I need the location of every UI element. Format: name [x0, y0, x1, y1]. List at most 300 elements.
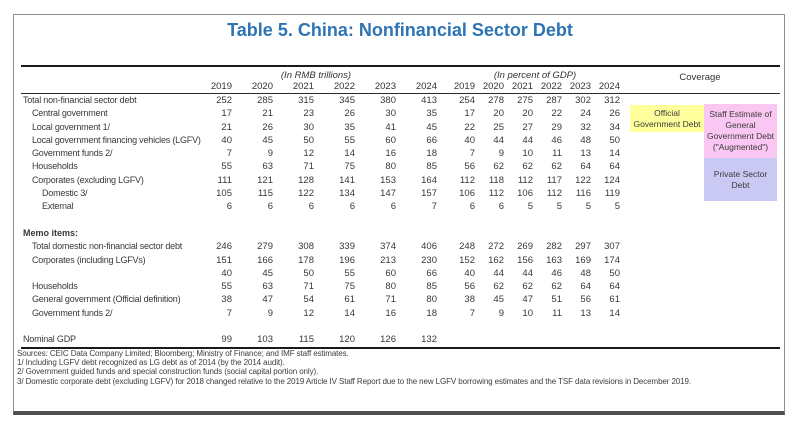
rmb-value: 132: [421, 334, 437, 346]
gdp-value: 44: [522, 267, 533, 279]
rmb-value: 75: [344, 281, 355, 293]
gdp-value: 163: [546, 254, 562, 266]
rmb-value: 164: [421, 174, 437, 186]
rmb-value: 406: [421, 241, 437, 253]
rmb-value: 71: [303, 281, 314, 293]
gdp-value: 61: [609, 294, 620, 306]
gdp-value: [506, 333, 535, 346]
gdp-value: [564, 320, 593, 333]
gdp-value: 106: [459, 188, 475, 200]
row-label: Corporates (including LGFVs): [32, 254, 146, 265]
row-label: Local government financing vehicles (LGFV): [32, 134, 201, 145]
gdp-value: 116: [575, 188, 591, 200]
gdp-value: 22: [464, 121, 475, 133]
gdp-value: 13: [580, 148, 591, 160]
gdp-value: 64: [580, 161, 591, 173]
rmb-value: 50: [303, 134, 314, 146]
column-gap: [439, 94, 448, 107]
column-gap: [439, 254, 448, 267]
rmb-value: [357, 320, 398, 333]
column-gap: [439, 214, 448, 227]
rmb-value: 26: [344, 108, 355, 120]
rmb-value: 103: [257, 334, 273, 346]
rmb-value: 7: [226, 148, 232, 160]
gdp-value: [593, 333, 622, 346]
gdp-value: 62: [493, 281, 504, 293]
rmb-value: 75: [344, 161, 355, 173]
rmb-value: 230: [421, 254, 437, 266]
rmb-value: 252: [216, 95, 232, 106]
rmb-value: 45: [262, 267, 273, 279]
gdp-value: 48: [580, 134, 591, 146]
rmb-value: 30: [303, 121, 314, 133]
gdp-value: [564, 214, 593, 227]
table-row: [21, 307, 780, 320]
column-gap: [439, 267, 448, 280]
rmb-value: 105: [216, 188, 232, 200]
row-label: Households: [32, 281, 78, 292]
gdp-year-header: 2024: [598, 81, 620, 92]
gdp-value: 174: [604, 254, 620, 266]
gdp-value: 269: [517, 241, 533, 253]
gdp-value: 26: [609, 108, 620, 120]
gdp-value: 11: [552, 148, 562, 160]
rmb-value: 308: [298, 241, 314, 253]
footnotes: [17, 349, 780, 386]
rmb-value: 120: [339, 334, 355, 346]
gdp-value: 124: [604, 174, 620, 186]
gdp-value: 287: [546, 95, 562, 106]
column-gap: [439, 81, 448, 93]
gdp-value: [506, 227, 535, 240]
rmb-value: 50: [303, 267, 314, 279]
gdp-value: 62: [551, 161, 562, 173]
row-label: Nominal GDP: [23, 334, 76, 345]
rmb-value: 345: [339, 95, 355, 106]
rmb-value: 17: [221, 108, 232, 120]
row-label: Government funds 2/: [32, 307, 113, 318]
gdp-value: [564, 333, 593, 346]
rmb-value: 45: [426, 121, 437, 133]
gdp-value: 5: [585, 201, 591, 213]
gdp-value: 162: [488, 254, 504, 266]
rmb-group-header: (In RMB trillions): [280, 70, 352, 81]
rmb-value: [193, 214, 234, 227]
rmb-value: 9: [267, 307, 273, 319]
rmb-value: [275, 227, 316, 240]
gdp-value: 64: [609, 161, 620, 173]
rmb-value: 35: [344, 121, 355, 133]
gdp-value: 50: [609, 267, 620, 279]
gdp-value: [564, 227, 593, 240]
rmb-value: 60: [385, 267, 396, 279]
row-label: Government funds 2/: [32, 148, 113, 159]
spacer-row: [21, 214, 780, 227]
gdp-value: 62: [522, 281, 533, 293]
gdp-value: 307: [604, 241, 620, 253]
gdp-value: 56: [464, 161, 475, 173]
gdp-value: 297: [575, 241, 591, 253]
rmb-value: 6: [390, 201, 396, 213]
table-row: [21, 147, 780, 160]
column-gap: [439, 187, 448, 200]
gdp-value: 106: [517, 188, 533, 200]
column-gap: [439, 320, 448, 333]
gdp-value: 51: [551, 294, 562, 306]
table-row: [21, 160, 780, 173]
rmb-value: 41: [385, 121, 396, 133]
rmb-value: 178: [298, 254, 314, 266]
rmb-year-header: 2024: [415, 81, 437, 92]
gdp-value: 25: [493, 121, 504, 133]
gdp-value: 14: [609, 307, 620, 319]
rmb-value: 9: [267, 148, 273, 160]
rmb-value: 63: [262, 281, 273, 293]
gdp-value: 27: [522, 121, 533, 133]
rmb-value: 115: [298, 334, 314, 346]
gdp-value: 24: [580, 108, 591, 120]
gdp-value: 278: [488, 95, 504, 106]
rmb-year-header: 2021: [292, 81, 314, 92]
rmb-year-header: 2022: [333, 81, 355, 92]
gdp-value: 56: [580, 294, 591, 306]
table-row: [21, 200, 780, 213]
rmb-value: [234, 214, 275, 227]
row-label: [21, 267, 193, 280]
gdp-value: 10: [522, 148, 533, 160]
rmb-value: 380: [380, 95, 396, 106]
rmb-value: 35: [426, 108, 437, 120]
gdp-value: 282: [546, 241, 562, 253]
gdp-value: 5: [527, 201, 533, 213]
gdp-group-header: (In percent of GDP): [493, 70, 577, 81]
rmb-value: [193, 227, 234, 240]
gdp-value: 9: [498, 148, 504, 160]
rmb-value: 55: [221, 161, 232, 173]
gdp-value: 302: [575, 95, 591, 106]
table-row: [21, 293, 780, 306]
gdp-value: [477, 333, 506, 346]
row-label: [21, 214, 193, 227]
table-row: [21, 280, 780, 293]
gdp-value: 312: [604, 95, 620, 106]
rmb-value: 14: [344, 307, 355, 319]
rmb-value: 134: [339, 188, 355, 200]
column-gap: [439, 174, 448, 187]
row-label: [21, 320, 193, 333]
rmb-value: 6: [267, 201, 273, 213]
gdp-value: 47: [522, 294, 533, 306]
row-label: External: [42, 201, 74, 212]
column-gap: [439, 333, 448, 346]
sources-note: Sources: CEIC Data Company Limited; Bloomberg; Ministry of Finance; and IMF staff estimates.: [17, 349, 349, 358]
gdp-year-header: 2022: [540, 81, 562, 92]
gdp-year-header: 2019: [453, 81, 475, 92]
rmb-value: [193, 320, 234, 333]
rmb-value: 279: [257, 241, 273, 253]
gdp-value: 46: [551, 134, 562, 146]
row-label: Total domestic non-financial sector debt: [32, 241, 183, 252]
rmb-value: [398, 320, 439, 333]
gdp-value: [593, 320, 622, 333]
gdp-value: 38: [464, 294, 475, 306]
row-label: Domestic 3/: [42, 188, 88, 199]
gdp-value: 112: [546, 188, 562, 200]
rmb-value: 55: [344, 134, 355, 146]
gdp-value: 112: [459, 174, 475, 186]
row-label: Corporates (excluding LGFV): [32, 174, 144, 185]
gdp-value: 275: [517, 95, 533, 106]
gdp-value: 112: [517, 174, 533, 186]
column-gap: [439, 280, 448, 293]
column-gap: [439, 147, 448, 160]
rmb-value: 80: [385, 161, 396, 173]
table-row: [21, 267, 780, 280]
column-gap: [439, 307, 448, 320]
gdp-value: 62: [522, 161, 533, 173]
gdp-value: 9: [498, 307, 504, 319]
rmb-value: 153: [380, 174, 396, 186]
rmb-value: 121: [257, 174, 273, 186]
gdp-value: 20: [522, 108, 533, 120]
gdp-value: 13: [580, 307, 591, 319]
gdp-value: 50: [609, 134, 620, 146]
gdp-value: 29: [551, 121, 562, 133]
rmb-value: 14: [344, 148, 355, 160]
gdp-value: [448, 214, 477, 227]
gdp-value: 6: [469, 201, 475, 213]
rmb-value: 147: [380, 188, 396, 200]
gdp-value: [506, 214, 535, 227]
rmb-value: 55: [344, 267, 355, 279]
rmb-value: 6: [226, 201, 232, 213]
footnote-3: 3/ Domestic corporate debt (excluding LGFV) for 2018 changed relative to the 2019 Article IV Staff Report due to the new LGFV borrowing estimates and the TSF data revisions in December 2019.: [17, 376, 691, 386]
gdp-value: 45: [493, 294, 504, 306]
rmb-value: 126: [380, 334, 396, 346]
rmb-value: 80: [385, 281, 396, 293]
gdp-value: 44: [493, 267, 504, 279]
column-gap: [439, 240, 448, 253]
column-gap: [439, 160, 448, 173]
rmb-year-header: 2023: [374, 81, 396, 92]
rmb-value: [275, 214, 316, 227]
rmb-value: 26: [262, 121, 273, 133]
rmb-value: 16: [385, 148, 396, 160]
gdp-value: 156: [517, 254, 533, 266]
rmb-value: 18: [426, 307, 437, 319]
rmb-value: 122: [298, 188, 314, 200]
gdp-value: 117: [546, 174, 562, 186]
rmb-value: [316, 227, 357, 240]
spacer-row: [21, 320, 780, 333]
rmb-value: 12: [303, 307, 314, 319]
rmb-value: 54: [303, 294, 314, 306]
rmb-year-header: 2020: [251, 81, 273, 92]
gdp-value: 44: [522, 134, 533, 146]
gdp-value: [593, 227, 622, 240]
gdp-value: 5: [556, 201, 562, 213]
rmb-value: 71: [385, 294, 396, 306]
gdp-value: [448, 333, 477, 346]
rmb-value: 85: [426, 281, 437, 293]
gdp-value: 40: [464, 267, 475, 279]
gdp-value: [535, 214, 564, 227]
rmb-value: 111: [217, 174, 232, 186]
rmb-value: 6: [308, 201, 314, 213]
gdp-value: 20: [493, 108, 504, 120]
rmb-value: 6: [349, 201, 355, 213]
rmb-value: 246: [216, 241, 232, 253]
rmb-value: 12: [303, 148, 314, 160]
table-row: [21, 174, 780, 187]
row-label: Central government: [32, 108, 108, 119]
gdp-value: [477, 320, 506, 333]
rmb-year-header: 2019: [210, 81, 232, 92]
rmb-value: 374: [380, 241, 396, 253]
rmb-value: 151: [216, 254, 232, 266]
gdp-value: 7: [469, 307, 475, 319]
gdp-value: 44: [493, 134, 504, 146]
column-gap: [439, 121, 448, 134]
rmb-value: 30: [385, 108, 396, 120]
row-label: Local government 1/: [32, 121, 110, 132]
rmb-value: [234, 227, 275, 240]
coverage-box-official-government-debt: Official Government Debt: [630, 105, 704, 132]
row-label: Households: [32, 161, 78, 172]
gdp-value: 112: [488, 188, 504, 200]
column-gap: [439, 227, 448, 240]
rmb-value: 7: [226, 307, 232, 319]
footnote-2: 2/ Government guided funds and special construction funds (social capital portion only).: [17, 367, 319, 377]
gdp-value: [477, 214, 506, 227]
gdp-value: 40: [464, 134, 475, 146]
table-row: [21, 227, 780, 240]
rmb-value: 80: [426, 294, 437, 306]
gdp-value: 32: [580, 121, 591, 133]
gdp-value: 64: [580, 281, 591, 293]
table-row: [21, 187, 780, 200]
rmb-value: 128: [298, 174, 314, 186]
rmb-value: 71: [303, 161, 314, 173]
column-gap: [439, 134, 448, 147]
rmb-value: 55: [221, 281, 232, 293]
rmb-value: 40: [221, 267, 232, 279]
rmb-value: [234, 320, 275, 333]
row-label: Memo items:: [23, 227, 79, 238]
gdp-value: 22: [551, 108, 562, 120]
rmb-value: 285: [257, 95, 273, 106]
rmb-value: 7: [431, 201, 437, 213]
rmb-value: 115: [257, 188, 273, 200]
rmb-value: 85: [426, 161, 437, 173]
footnote-1: 1/ Including LGFV debt recognized as LG debt as of 2014 (by the 2014 audit).: [17, 358, 285, 368]
gdp-value: 34: [609, 121, 620, 133]
rmb-value: 61: [344, 294, 355, 306]
gdp-value: 6: [498, 201, 504, 213]
gdp-value: 5: [614, 201, 620, 213]
rmb-value: 213: [380, 254, 396, 266]
table-row: [21, 134, 780, 147]
gdp-year-header: 2020: [482, 81, 504, 92]
coverage-column-header: Coverage: [679, 72, 721, 83]
rmb-value: [398, 214, 439, 227]
gdp-value: 152: [459, 254, 475, 266]
rmb-value: 45: [262, 134, 273, 146]
gdp-value: 17: [464, 108, 475, 120]
gdp-value: 7: [469, 148, 475, 160]
rmb-value: 47: [262, 294, 273, 306]
rmb-value: 16: [385, 307, 396, 319]
gdp-value: 48: [580, 267, 591, 279]
gdp-value: 122: [575, 174, 591, 186]
rmb-value: 63: [262, 161, 273, 173]
gdp-value: 62: [493, 161, 504, 173]
gdp-value: 169: [575, 254, 591, 266]
row-label: Total non-financial sector debt: [23, 95, 137, 105]
table-row: [21, 254, 780, 267]
column-gap: [439, 293, 448, 306]
gdp-value: [477, 227, 506, 240]
gdp-value: 46: [551, 267, 562, 279]
rmb-value: 315: [298, 95, 314, 106]
rmb-value: 40: [221, 134, 232, 146]
year-row-label-spacer: [21, 81, 193, 93]
gdp-value: 56: [464, 281, 475, 293]
rmb-value: 196: [339, 254, 355, 266]
gdp-value: [448, 320, 477, 333]
rmb-value: 23: [303, 108, 314, 120]
rmb-value: 157: [421, 188, 437, 200]
gdp-value: [448, 227, 477, 240]
rmb-value: 21: [262, 108, 273, 120]
rmb-value: 18: [426, 148, 437, 160]
rmb-value: [357, 227, 398, 240]
coverage-box-private-sector-debt: Private Sector Debt: [704, 158, 777, 201]
rmb-value: [316, 320, 357, 333]
gdp-value: 14: [609, 148, 620, 160]
gdp-value: 272: [488, 241, 504, 253]
coverage-box-augmented-government-debt: Staff Estimate of General Government Debt ("Augmented"): [704, 104, 777, 158]
gdp-value: 62: [551, 281, 562, 293]
rmb-value: [275, 320, 316, 333]
rmb-value: 413: [421, 95, 437, 106]
gdp-value: 254: [459, 95, 475, 106]
rmb-value: 60: [385, 134, 396, 146]
gdp-value: 64: [609, 281, 620, 293]
rmb-value: 339: [339, 241, 355, 253]
rmb-value: 141: [339, 174, 355, 186]
rmb-value: 38: [221, 294, 232, 306]
gdp-value: 119: [604, 188, 620, 200]
rmb-value: [357, 214, 398, 227]
gdp-year-header: 2021: [511, 81, 533, 92]
gdp-year-header: 2023: [569, 81, 591, 92]
rmb-value: 66: [426, 134, 437, 146]
table-row: [21, 333, 780, 346]
gdp-value: [506, 320, 535, 333]
rmb-value: 66: [426, 267, 437, 279]
gdp-value: 248: [459, 241, 475, 253]
rmb-value: 166: [257, 254, 273, 266]
table-row: [21, 240, 780, 253]
rmb-value: 99: [221, 334, 232, 346]
rmb-value: [398, 227, 439, 240]
gdp-value: 11: [552, 307, 562, 319]
table-title: Table 5. China: Nonfinancial Sector Debt: [227, 20, 573, 40]
gdp-value: 10: [522, 307, 533, 319]
gdp-value: 118: [488, 174, 504, 186]
gdp-value: [535, 333, 564, 346]
